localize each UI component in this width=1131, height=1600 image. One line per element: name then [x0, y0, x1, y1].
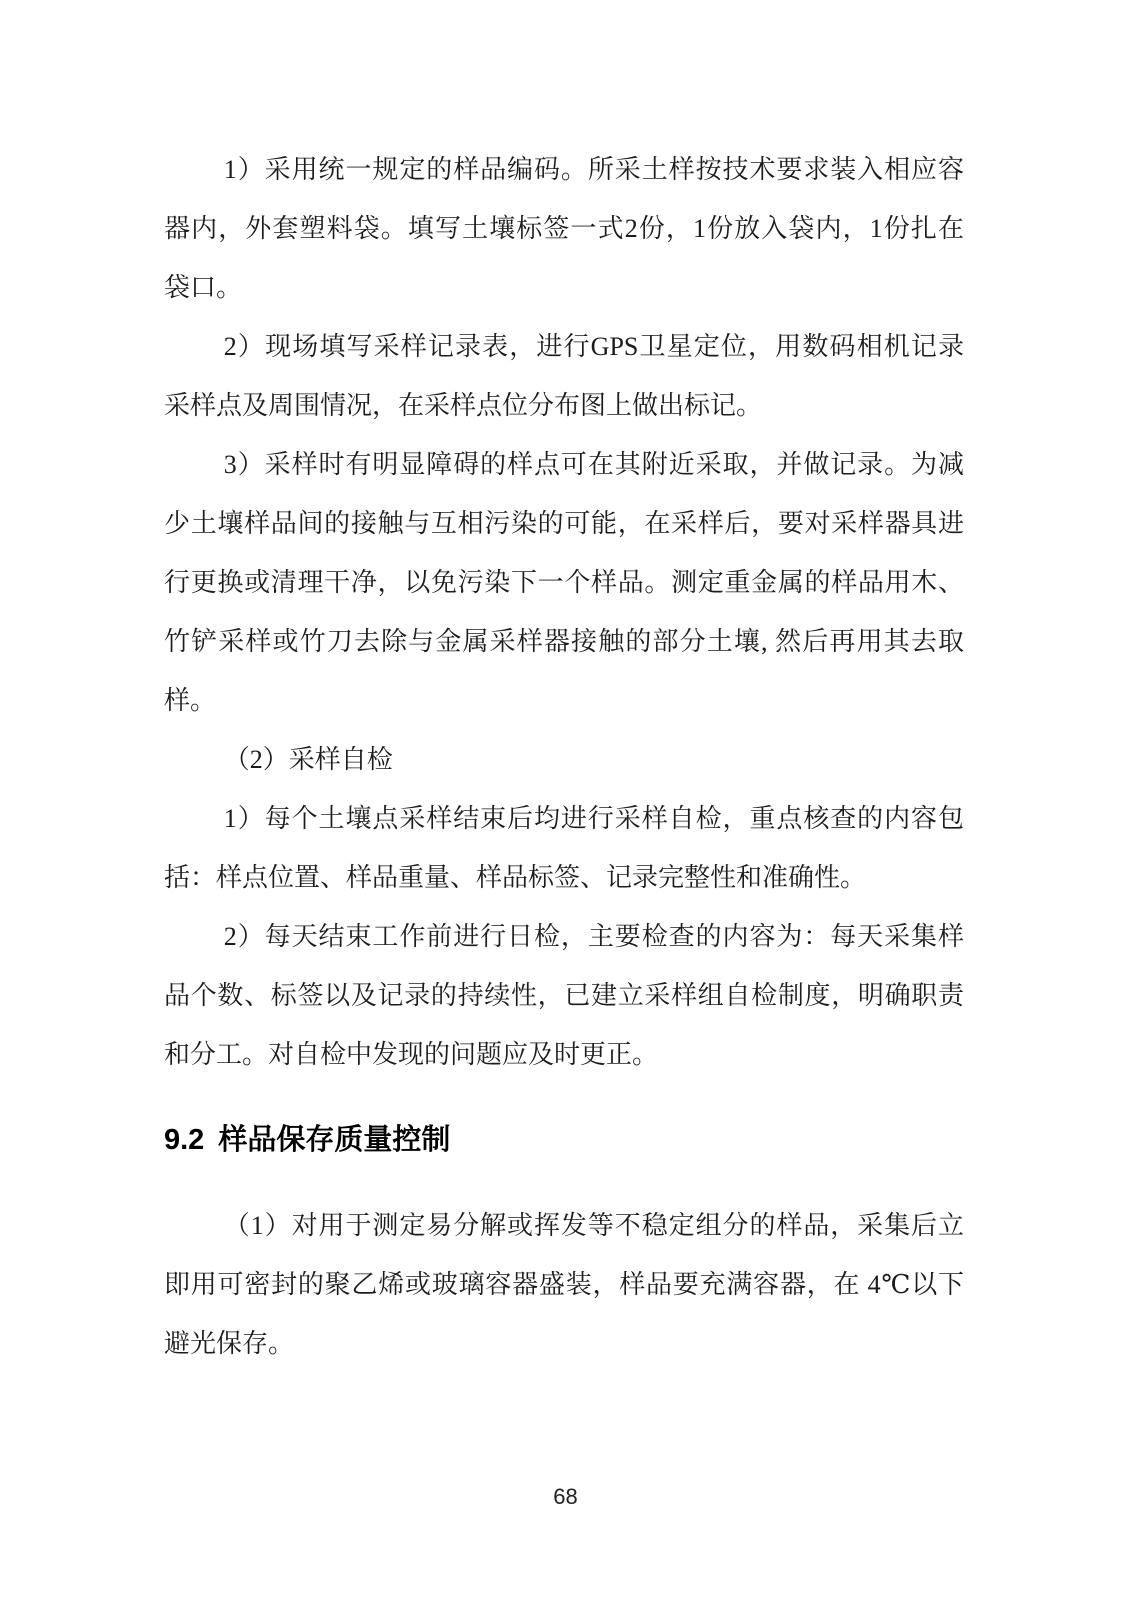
page-footer — [0, 1482, 1131, 1515]
text-line: 1）每个土壤点采样结束后均进行采样自检，重点核查的内容包 — [223, 804, 964, 833]
section-title: 样品保存质量控制 — [218, 1124, 451, 1156]
text-line: 采样点及周围情况，在采样点位分布图上做出标记。 — [164, 391, 763, 420]
text-line: 2）每天结束工作前进行日检，主要检查的内容为：每天采集样 — [223, 922, 964, 951]
text-line: 1）采用统一规定的样品编码。所采土样按技术要求装入相应容 — [223, 155, 964, 184]
document-body — [164, 140, 964, 1373]
text-line: 2）现场填写采样记录表，进行GPS卫星定位，用数码相机记录 — [223, 332, 964, 361]
text-line: 括：样点位置、样品重量、样品标签、记录完整性和准确性。 — [164, 863, 867, 892]
text-line: （1）对用于测定易分解或挥发等不稳定组分的样品，采集后立 — [223, 1211, 964, 1240]
text-line: 器内，外套塑料袋。填写土壤标签一式2份，1份放入袋内，1份扎在 — [164, 214, 964, 243]
page-number: 68 — [553, 1484, 578, 1509]
text-line: 即用可密封的聚乙烯或玻璃容器盛装，样品要充满容器，在 4℃以下 — [164, 1270, 964, 1299]
text-line: 样。 — [164, 686, 217, 715]
text-line: 袋口。 — [164, 273, 243, 302]
section-heading — [164, 1110, 964, 1170]
text-line: 3）采样时有明显障碍的样点可在其附近采取，并做记录。为减 — [223, 450, 964, 479]
text-line: 少土壤样品间的接触与互相污染的可能，在采样后，要对采样器具进 — [164, 509, 964, 538]
text-line: 和分工。对自检中发现的问题应及时更正。 — [164, 1040, 659, 1069]
text-line: 行更换或清理干净，以免污染下一个样品。测定重金属的样品用木、 — [164, 568, 964, 597]
text-line: 避光保存。 — [164, 1329, 295, 1358]
section-number: 9.2 — [164, 1124, 205, 1156]
text-line: 品个数、标签以及记录的持续性，已建立采样组自检制度，明确职责 — [164, 981, 964, 1010]
section-9-2-body — [164, 1196, 964, 1373]
text-line: 竹铲采样或竹刀去除与金属采样器接触的部分土壤, 然后再用其去取 — [164, 627, 964, 656]
list-item-heading: （2）采样自检 — [223, 745, 393, 774]
